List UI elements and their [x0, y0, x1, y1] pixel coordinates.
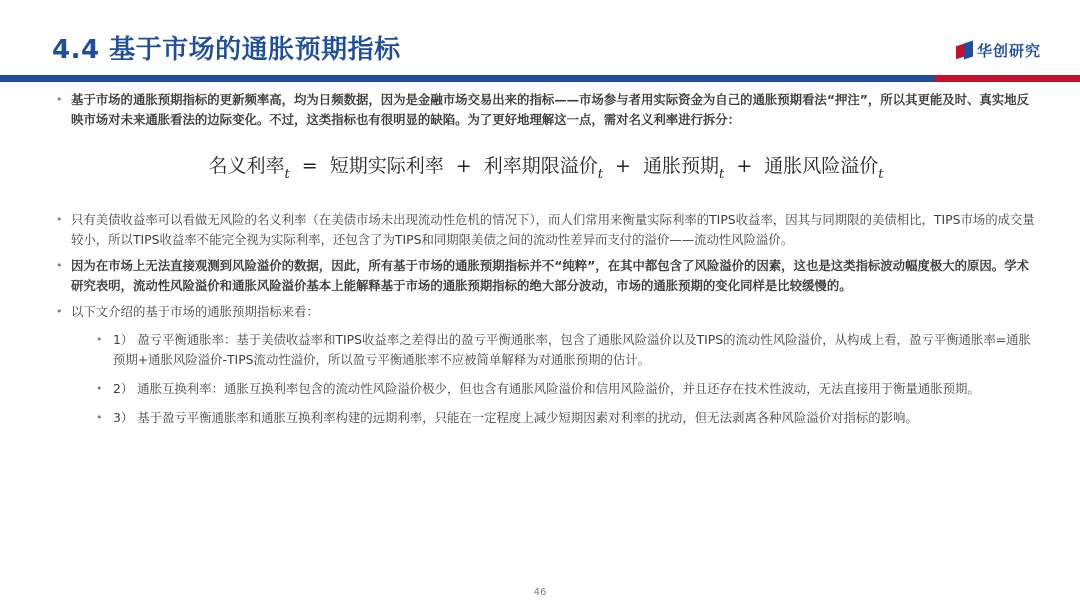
formula-plus: +	[736, 155, 753, 177]
bullet-marker: •	[96, 411, 103, 424]
list-item-text: 2） 通胀互换利率：通胀互换利率包含的流动性风险溢价极少，但也含有通胀风险溢价和信用风险溢价，并且还存在技术性波动，无法直接用于衡量通胀预期。	[113, 381, 980, 396]
list-item-text: 1） 盈亏平衡通胀率：基于美债收益率和TIPS收益率之差得出的盈亏平衡通胀率，包含了通胀风险溢价以及TIPS的流动性风险溢价，从构成上看，盈亏平衡通胀率=通胀预期+通胀风险溢价-TIPS流动性溢价，所以盈亏平衡通胀率不应被简单解释为对通胀预期的估计。	[113, 332, 1031, 367]
header-divider	[0, 75, 1080, 82]
header-divider-accent	[935, 75, 1080, 82]
formula-equals: =	[301, 155, 318, 177]
formula-term-inflation-risk-premium: 通胀风险溢价	[764, 155, 879, 177]
formula-subscript: t	[284, 167, 290, 182]
formula-subscript: t	[597, 167, 603, 182]
page-title: 4.4 基于市场的通胀预期指标	[52, 35, 401, 65]
page-number: 46	[533, 587, 547, 598]
bullet-risk-premium	[56, 256, 1036, 296]
bullet-marker: •	[96, 382, 103, 395]
formula-plus: +	[455, 155, 472, 177]
bullet-text: 基于市场的通胀预期指标的更新频率高，均为日频数据，因为是金融市场交易出来的指标——市场参与者用实际资金为自己的通胀预期看法“押注”，所以其更能及时、真实地反映市场对未来通胀看法的边际变化。不过，这类指标也有很明显的缺陷。为了更好地理解这一点，需对名义利率进行拆分：	[71, 92, 1029, 127]
formula-plus: +	[615, 155, 631, 177]
list-item	[56, 379, 1036, 399]
formula-subscript: t	[878, 167, 884, 182]
bullet-tips	[56, 210, 1036, 250]
indicator-list	[56, 330, 1036, 428]
formula-lhs: 名义利率	[208, 155, 285, 177]
bullet-marker: •	[56, 93, 63, 106]
bullet-text: 以下文介绍的基于市场的通胀预期指标来看：	[71, 304, 319, 319]
bullet-marker: •	[56, 305, 63, 318]
bullet-marker: •	[56, 213, 63, 226]
company-logo	[956, 40, 1041, 60]
formula-term-term-premium: 利率期限溢价	[483, 155, 598, 177]
list-item	[56, 408, 1036, 428]
list-item-text: 3） 基于盈亏平衡通胀率和通胀互换利率构建的远期利率，只能在一定程度上减少短期因素对利率的扰动，但无法剥离各种风险溢价对指标的影响。	[113, 410, 918, 425]
formula-subscript: t	[719, 167, 725, 182]
nominal-rate-formula	[56, 156, 1036, 184]
slide-body	[56, 90, 1036, 437]
bullet-intro	[56, 90, 1036, 130]
bullet-marker: •	[56, 259, 63, 272]
formula-term-real-rate: 短期实际利率	[329, 155, 444, 177]
list-item	[56, 330, 1036, 370]
bullet-indicators-intro	[56, 302, 1036, 322]
formula-term-inflation-expectation: 通胀预期	[643, 155, 720, 177]
logo-icon	[956, 42, 973, 59]
bullet-marker: •	[96, 333, 103, 346]
logo-text: 华创研究	[977, 41, 1042, 60]
bullet-text: 因为在市场上无法直接观测到风险溢价的数据，因此，所有基于市场的通胀预期指标并不“纯粹”，在其中都包含了风险溢价的因素，这也是这类指标波动幅度极大的原因。学术研究表明，流动性风险溢价和通胀风险溢价基本上能解释基于市场的通胀预期指标的绝大部分波动，市场的通胀预期的变化同样是比较缓慢的。	[71, 258, 1029, 293]
bullet-text: 只有美债收益率可以看做无风险的名义利率（在美债市场未出现流动性危机的情况下），而人们常用来衡量实际利率的TIPS收益率，因其与同期限的美债相比，TIPS市场的成交量较小，所以TIPS收益率不能完全视为实际利率，还包含了为TIPS和同期限美债之间的流动性差异而支付的溢价——流动性风险溢价。	[71, 212, 1035, 247]
